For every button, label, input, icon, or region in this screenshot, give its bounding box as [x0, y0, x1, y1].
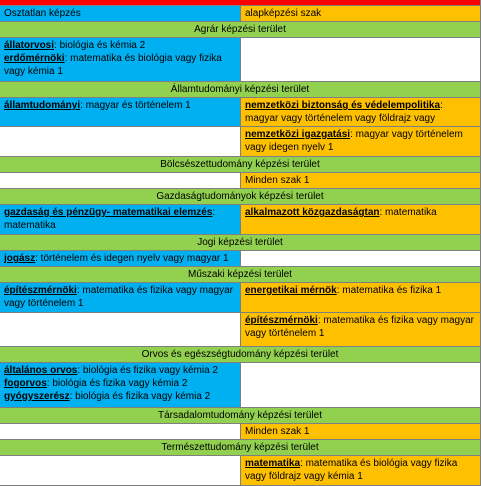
- entry-gyogyszeresz: gyógyszerész: biológia és fizika vagy kémia 2: [4, 391, 211, 402]
- cell-allam-osztatlan: [0, 98, 241, 127]
- section-gazdasag: Gazdaságtudományok képzési terület: [0, 189, 481, 205]
- entry-alkalmazott-kozgazdasagtan: alkalmazott közgazdaságtan: matematika: [245, 207, 437, 218]
- entry-epiteszmernoki-alap: építészmérnöki: matematika és fizika vagy magyar vagy történelem 1: [245, 315, 474, 339]
- cell-gazdasag-osztatlan: [0, 205, 241, 235]
- header-cell-osztatlan: Osztatlan képzés: [0, 6, 241, 22]
- entry-nemzetkozi-biztonsag: nemzetközi biztonság és védelempolitika: magyar vagy történelem vagy földrajz vagy: [245, 100, 443, 124]
- entry-allamtudomanyi: államtudományi: magyar és történelem 1: [4, 100, 191, 111]
- section-allam: Államtudományi képzési terület: [0, 82, 481, 98]
- section-agrar: Agrár képzési terület: [0, 22, 481, 38]
- cell-agrar-alap: [241, 38, 481, 82]
- cell-bolcsesz-osztatlan: [0, 173, 241, 189]
- entry-nemzetkozi-igazgatasi: nemzetközi igazgatási: magyar vagy történelem vagy idegen nyelv 1: [245, 129, 463, 153]
- cell-allam-alap-1: [241, 98, 481, 127]
- section-jogi: Jogi képzési terület: [0, 235, 481, 251]
- header-cell-alapkepzes: alapképzési szak: [241, 6, 481, 22]
- entry-energetikai-mernok: energetikai mérnök: matematika és fizika 1: [245, 285, 442, 296]
- cell-muszaki-osztatlan: [0, 283, 241, 313]
- entry-jogasz: jogász: történelem és idegen nyelv vagy magyar 1: [4, 253, 229, 264]
- cell-muszaki-alap-2: [241, 313, 481, 347]
- entry-altalanos-orvos: általános orvos: biológia és fizika vagy kémia 2: [4, 365, 218, 376]
- entry-fogorvos: fogorvos: biológia és fizika vagy kémia 2: [4, 378, 188, 389]
- cell-agrar-osztatlan: [0, 38, 241, 82]
- entry-epiteszmernoki-osztatlan: építészmérnöki: matematika és fizika vagy magyar vagy történelem 1: [4, 285, 233, 309]
- cell-allam-alap-2: [241, 127, 481, 157]
- entry-allatorvosi: állatorvosi: biológia és kémia 2: [4, 40, 146, 51]
- cell-muszaki-alap-1: [241, 283, 481, 313]
- cell-orvos-osztatlan: [0, 363, 241, 408]
- cell-orvos-alap: [241, 363, 481, 408]
- cell-jogi-alap: [241, 251, 481, 267]
- cell-tarsadalom-alap: Minden szak 1: [241, 424, 481, 440]
- section-muszaki: Műszaki képzési terület: [0, 267, 481, 283]
- cell-gazdasag-alap: [241, 205, 481, 235]
- cell-allam-osztatlan-empty: [0, 127, 241, 157]
- section-bolcsesz: Bölcsészettudomány képzési terület: [0, 157, 481, 173]
- cell-tarsadalom-osztatlan: [0, 424, 241, 440]
- cell-bolcsesz-alap: Minden szak 1: [241, 173, 481, 189]
- entry-erdomernoki: erdőmérnöki: matematika és biológia vagy fizika vagy kémia 1: [4, 53, 222, 77]
- entry-gazdasag-penzugy: gazdaság és pénzügy- matematikai elemzés: matematika: [4, 207, 216, 231]
- cell-jogi-osztatlan: [0, 251, 241, 267]
- cell-muszaki-osztatlan-empty: [0, 313, 241, 347]
- section-orvos: Orvos és egészségtudomány képzési terület: [0, 347, 481, 363]
- cell-termeszet-osztatlan: [0, 456, 241, 486]
- section-tarsadalom: Társadalomtudomány képzési terület: [0, 408, 481, 424]
- cell-termeszet-alap: [241, 456, 481, 486]
- section-termeszet: Természettudomány képzési terület: [0, 440, 481, 456]
- entry-matematika: matematika: matematika és biológia vagy fizika vagy földrajz vagy kémia 1: [245, 458, 458, 482]
